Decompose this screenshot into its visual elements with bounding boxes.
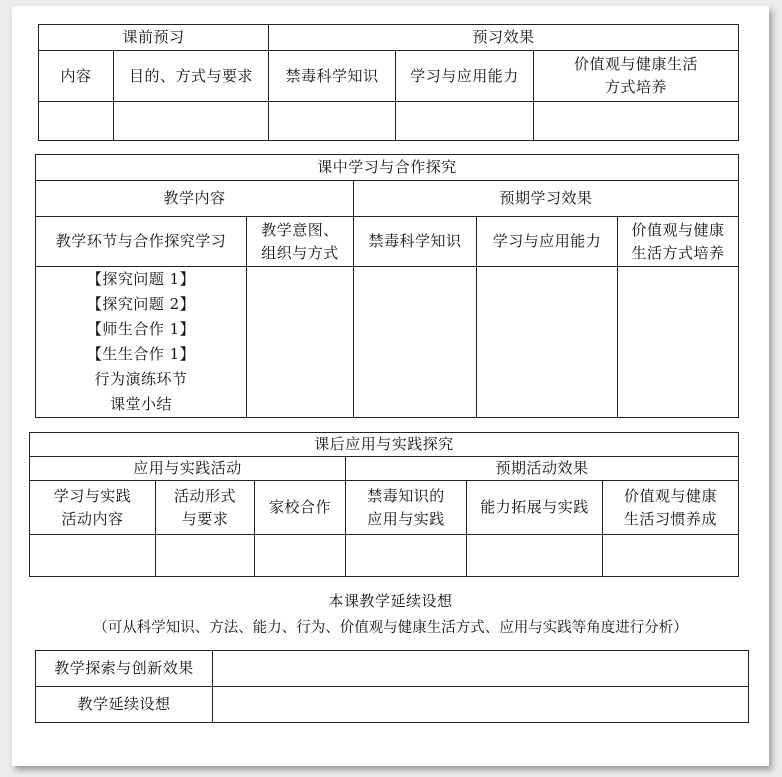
header-activity-form-line2: 与要求 [181, 509, 229, 528]
pre-cell-values[interactable] [534, 102, 739, 141]
mid-cell-knowledge[interactable] [354, 267, 477, 418]
header-home-school: 家校合作 [255, 481, 346, 535]
header-drug-knowledge-practice [346, 481, 467, 535]
row-label-innovation: 教学探索与创新效果 [36, 651, 213, 687]
header-activity-content-line1: 学习与实践 [53, 486, 132, 505]
header-values-habits [603, 481, 739, 535]
after-class-table [29, 432, 739, 577]
pre-class-title: 课前预习 [39, 25, 269, 51]
innovation-cell[interactable] [213, 651, 749, 687]
pre-effect-title: 预习效果 [269, 25, 739, 51]
header-values [534, 51, 739, 102]
header-values-line1: 价值观与健康 [631, 220, 725, 239]
header-ability: 学习与应用能力 [396, 51, 534, 102]
header-drug-knowledge-line2: 应用与实践 [367, 509, 445, 528]
header-purpose: 目的、方式与要求 [114, 51, 269, 102]
header-drug-knowledge-line1: 禁毒知识的 [367, 486, 445, 505]
header-values-line2: 方式培养 [605, 78, 668, 96]
header-drug-knowledge: 禁毒科学知识 [354, 217, 477, 267]
header-activity-content [30, 481, 156, 535]
header-values-line1: 价值观与健康生活 [574, 55, 699, 73]
activity-title: 应用与实践活动 [30, 457, 346, 481]
list-item: 【探究问题 2】 [86, 295, 196, 313]
expected-effect-title: 预期学习效果 [354, 181, 739, 217]
header-activity-content-line2: 活动内容 [61, 509, 124, 528]
header-ability: 学习与应用能力 [477, 217, 618, 267]
mid-cell-ability[interactable] [477, 267, 618, 418]
header-intent [247, 217, 354, 267]
extension-table [35, 650, 749, 723]
list-item: 【生生合作 1】 [86, 345, 196, 363]
post-cell-values[interactable] [603, 535, 739, 577]
header-values [618, 217, 739, 267]
header-intent-line2: 组织与方式 [261, 243, 339, 262]
activity-effect-title: 预期活动效果 [346, 457, 739, 481]
pre-cell-ability[interactable] [396, 102, 534, 141]
post-cell-form[interactable] [156, 535, 255, 577]
extension-title: 本课教学延续设想 [328, 592, 453, 610]
in-class-table [35, 154, 739, 418]
post-cell-knowledge[interactable] [346, 535, 467, 577]
header-content: 内容 [39, 51, 114, 102]
post-cell-ability[interactable] [467, 535, 603, 577]
header-activity-form [156, 481, 255, 535]
header-intent-line1: 教学意图、 [261, 220, 339, 239]
pre-cell-content[interactable] [39, 102, 114, 141]
header-activity-form-line1: 活动形式 [173, 486, 236, 505]
pre-cell-knowledge[interactable] [269, 102, 396, 141]
teaching-content-title: 教学内容 [36, 181, 354, 217]
mid-cell-intent[interactable] [247, 267, 354, 418]
after-class-title: 课后应用与实践探究 [30, 433, 739, 457]
pre-cell-purpose[interactable] [114, 102, 269, 141]
worksheet-page [12, 6, 769, 766]
list-item: 【师生合作 1】 [86, 320, 196, 338]
in-class-title: 课中学习与合作探究 [36, 155, 739, 181]
teaching-steps-list [36, 267, 247, 418]
header-values-habits-line1: 价值观与健康 [624, 486, 718, 505]
row-label-continuation: 教学延续设想 [36, 687, 213, 723]
mid-cell-values[interactable] [618, 267, 739, 418]
header-drug-knowledge: 禁毒科学知识 [269, 51, 396, 102]
header-values-habits-line2: 生活习惯养成 [624, 509, 718, 528]
list-item: 【探究问题 1】 [86, 270, 196, 288]
header-teaching-steps: 教学环节与合作探究学习 [36, 217, 247, 267]
pre-class-table [38, 24, 739, 141]
header-values-line2: 生活方式培养 [631, 243, 725, 262]
post-cell-content[interactable] [30, 535, 156, 577]
post-cell-home-school[interactable] [255, 535, 346, 577]
list-item: 行为演练环节 [94, 370, 188, 388]
extension-subtitle: （可从科学知识、方法、能力、行为、价值观与健康生活方式、应用与实践等角度进行分析） [93, 620, 688, 636]
list-item: 课堂小结 [109, 395, 172, 413]
header-ability-expansion: 能力拓展与实践 [467, 481, 603, 535]
continuation-cell[interactable] [213, 687, 749, 723]
